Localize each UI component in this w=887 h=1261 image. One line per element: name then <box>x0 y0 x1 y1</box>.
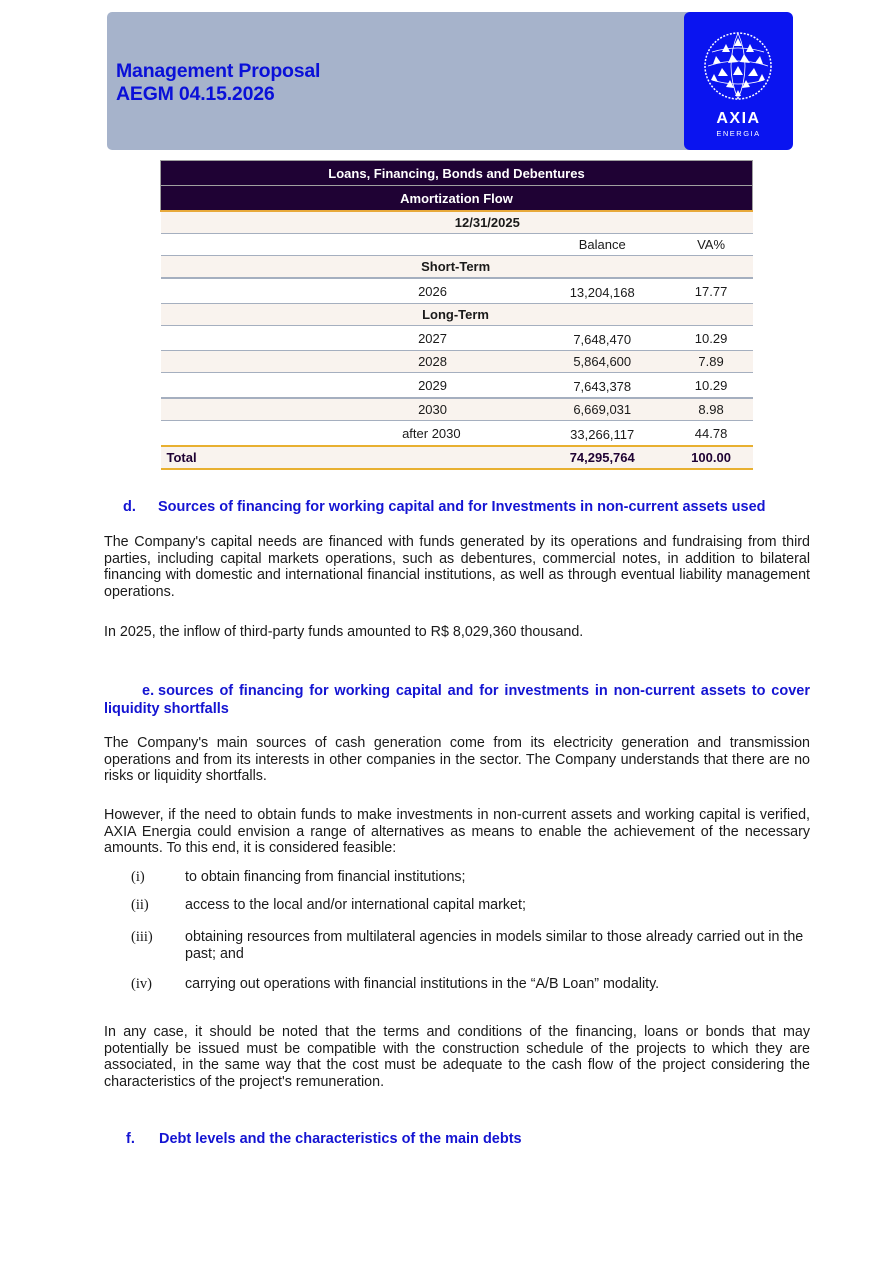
company-logo <box>684 12 793 150</box>
globe-logo-icon <box>702 30 774 102</box>
table-date: 12/31/2025 <box>331 211 535 234</box>
document-title-line2: AEGM 04.15.2026 <box>116 83 275 105</box>
total-balance: 74,295,764 <box>535 446 670 469</box>
row-balance: 6,669,031 <box>535 398 670 421</box>
row-period: 2027 <box>331 326 535 351</box>
row-va: 7.89 <box>670 351 753 373</box>
row-va: 8.98 <box>670 398 753 421</box>
table-row <box>161 421 753 447</box>
long-term-group-row <box>161 304 753 326</box>
section-e-letter: e. <box>142 683 155 699</box>
section-d-paragraph-2: In 2025, the inflow of third-party funds amounted to R$ 8,029,360 thousand. <box>104 624 584 640</box>
row-balance: 5,864,600 <box>535 351 670 373</box>
table-subtitle: Amortization Flow <box>161 186 753 212</box>
table-row <box>161 351 753 373</box>
table-row <box>161 398 753 421</box>
table-row <box>161 326 753 351</box>
section-f-heading <box>126 1131 522 1147</box>
list-item-text: obtaining resources from multilateral agencies in models similar to those already carried out in the past; and <box>185 929 804 962</box>
section-f-letter: f. <box>126 1131 135 1147</box>
section-e-paragraph-1: The Company's main sources of cash generation come from its electricity generation and transmission operations and from its interests in other companies in the sector. The Company understands that there are no risks or liquidity shortfalls. <box>104 735 810 785</box>
long-term-label: Long-Term <box>331 304 535 326</box>
section-e-paragraph-3: In any case, it should be noted that the terms and conditions of the financing, loans or bonds that may potentially be issued must be compatible with the construction schedule of the projects to which they are associated, in the same way that the cost must be adequate to the cash flow of the project considering the characteristics of the project's remuneration. <box>104 1024 810 1090</box>
table-column-header-row <box>161 234 753 256</box>
document-title-line1: Management Proposal <box>116 60 321 82</box>
row-balance: 33,266,117 <box>570 427 635 442</box>
section-d-letter: d. <box>123 499 136 515</box>
table-date-row <box>161 211 753 234</box>
amortization-table <box>160 160 753 470</box>
list-item-text: access to the local and/or international capital market; <box>185 897 526 913</box>
short-term-label: Short-Term <box>331 256 535 279</box>
logo-name: AXIA <box>716 110 761 127</box>
row-period: 2029 <box>331 373 535 399</box>
logo-subtitle: ENERGIA <box>716 129 761 138</box>
list-item-text: carrying out operations with financial institutions in the “A/B Loan” modality. <box>185 976 660 992</box>
table-total-row <box>161 446 753 469</box>
list-item-number: (ii) <box>131 897 149 913</box>
table-subtitle-row <box>161 186 753 212</box>
row-period: 2030 <box>331 398 535 421</box>
row-balance: 7,648,470 <box>535 326 670 351</box>
section-f-title: Debt levels and the characteristics of the main debts <box>159 1131 522 1147</box>
total-va: 100.00 <box>670 446 753 469</box>
document-title <box>116 60 320 106</box>
page-header <box>107 12 792 150</box>
list-item-text: to obtain financing from financial institutions; <box>185 869 466 885</box>
table-row <box>161 278 753 304</box>
short-term-group-row <box>161 256 753 279</box>
section-e-heading <box>104 682 810 718</box>
row-period: 2028 <box>331 351 535 373</box>
row-balance: 13,204,168 <box>535 278 670 304</box>
header-band <box>107 12 697 150</box>
list-item-number: (iii) <box>131 929 153 945</box>
column-header-va: VA% <box>670 234 753 256</box>
section-d-title: Sources of financing for working capital and for Investments in non-current assets used <box>158 499 766 515</box>
column-header-balance: Balance <box>535 234 670 256</box>
row-balance: 7,643,378 <box>535 373 670 399</box>
table-row <box>161 373 753 399</box>
row-va: 10.29 <box>670 326 753 351</box>
section-e-paragraph-2: However, if the need to obtain funds to make investments in non-current assets and working capital is verified, AXIA Energia could envision a range of alternatives as means to enable the achievement of the necessary amounts. To this end, it is considered feasible: <box>104 807 810 857</box>
section-d-heading <box>123 499 766 515</box>
section-e-title: sources of financing for working capital and for investments in non-current assets to cover liquidity shortfalls <box>104 683 810 717</box>
row-va: 44.78 <box>694 425 728 441</box>
row-va: 10.29 <box>670 373 753 399</box>
total-label: Total <box>161 446 332 469</box>
table-title: Loans, Financing, Bonds and Debentures <box>161 161 753 186</box>
section-d-paragraph-1: The Company's capital needs are financed with funds generated by its operations and fundraising from third parties, including capital markets operations, such as debentures, commercial notes, in addition to bilateral financing with domestic and international financial institutions, as well as through eventual liability management operations. <box>104 534 810 600</box>
row-period: after 2030 <box>402 425 461 441</box>
list-item-number: (i) <box>131 869 145 885</box>
row-period: 2026 <box>331 278 535 304</box>
table-title-row <box>161 161 753 186</box>
row-va: 17.77 <box>670 278 753 304</box>
list-item-number: (iv) <box>131 976 152 992</box>
